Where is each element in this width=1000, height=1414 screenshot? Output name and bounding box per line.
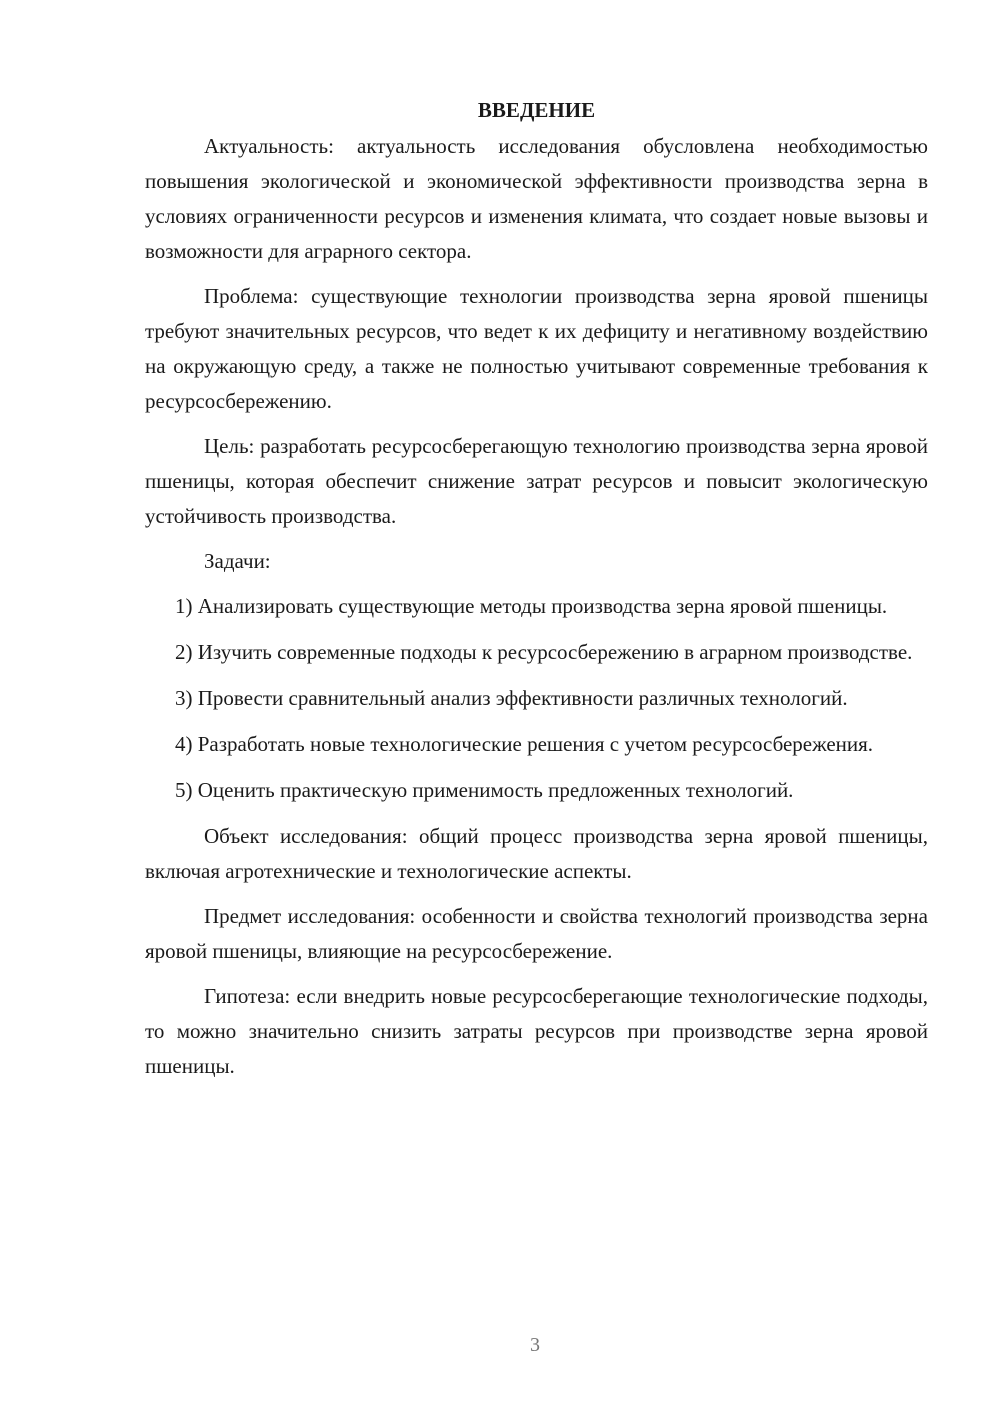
page-number: 3 (530, 1334, 540, 1356)
task-item-5: 5) Оценить практическую применимость предложенных технологий. (175, 778, 794, 802)
task-item-1: 1) Анализировать существующие методы производства зерна яровой пшеницы. (175, 594, 888, 618)
subject-paragraph: Предмет исследования: особенности и свойства технологий производства зерна яровой пшеницы, влияющие на ресурсосбережение. (145, 904, 928, 963)
section-heading: ВВЕДЕНИЕ (477, 98, 596, 122)
problem-paragraph: Проблема: существующие технологии производства зерна яровой пшеницы требуют значительных ресурсов, что ведет к их дефициту и негативному воздействию на окружающую среду, а также не полностью учитывают современные требования к ресурсосбережению. (145, 284, 928, 413)
hypothesis-paragraph: Гипотеза: если внедрить новые ресурсосберегающие технологические подходы, то можно значительно снизить затраты ресурсов при производстве зерна яровой пшеницы. (145, 984, 928, 1078)
goal-paragraph: Цель: разработать ресурсосберегающую технологию производства зерна яровой пшеницы, которая обеспечит снижение затрат ресурсов и повысит экологическую устойчивость производства. (145, 434, 928, 528)
relevance-paragraph: Актуальность: актуальность исследования обусловлена необходимостью повышения экологической и экономической эффективности производства зерна в условиях ограниченности ресурсов и изменения климата, что создает новые вызовы и возможности для аграрного сектора. (145, 134, 928, 263)
task-item-4: 4) Разработать новые технологические решения с учетом ресурсосбережения. (175, 732, 874, 756)
document-page (145, 92, 928, 1094)
tasks-label: Задачи: (204, 549, 271, 573)
task-item-3: 3) Провести сравнительный анализ эффективности различных технологий. (175, 686, 848, 710)
object-paragraph: Объект исследования: общий процесс производства зерна яровой пшеницы, включая агротехнические и технологические аспекты. (145, 824, 928, 883)
task-item-2: 2) Изучить современные подходы к ресурсосбережению в аграрном производстве. (175, 640, 913, 664)
